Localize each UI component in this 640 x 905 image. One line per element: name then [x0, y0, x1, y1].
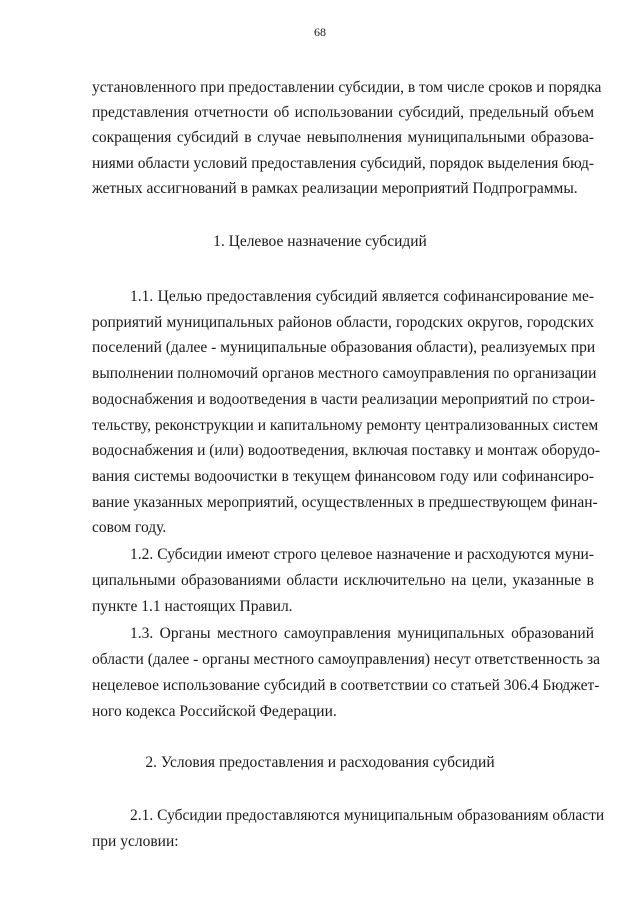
paragraph-line: тельству, реконструкции и капитальному ремонту централизованных систем: [92, 417, 599, 434]
paragraph-line: при условии:: [92, 833, 179, 850]
paragraph-line: нецелевое использование субсидий в соответствии со статьей 306.4 Бюджет-: [92, 677, 600, 694]
intro-line: ниями области условий предоставления субсидий, порядок выделения бюд-: [92, 155, 594, 172]
intro-line: сокращения субсидий в случае невыполнения муниципальными образова-: [92, 129, 594, 146]
paragraph-line: роприятий муниципальных районов области, городских округов, городских: [92, 314, 594, 331]
page-number: 68: [314, 25, 326, 39]
paragraph-line: 1.1. Целью предоставления субсидий является софинансирование ме-: [130, 288, 594, 305]
paragraph-line: пункте 1.1 настоящих Правил.: [92, 598, 293, 615]
paragraph-line: области (далее - органы местного самоуправления) несут ответственность за: [92, 651, 601, 668]
paragraph-line: вания системы водоочистки в текущем финансовом году или софинансиро-: [92, 468, 594, 485]
paragraph-line: совом году.: [92, 519, 167, 536]
intro-line: представления отчетности об использовании субсидий, предельный объем: [92, 104, 594, 121]
paragraph-line: водоснабжения и (или) водоотведения, включая поставку и монтаж оборудо-: [92, 442, 600, 459]
paragraph-line: поселений (далее - муниципальные образования области), реализуемых при: [92, 339, 596, 356]
paragraph-line: выполнении полномочий органов местного самоуправления по организации: [92, 365, 597, 382]
paragraph-line: 2.1. Субсидии предоставляются муниципальным образованиям области: [130, 807, 605, 824]
paragraph-line: 1.2. Субсидии имеют строго целевое назначение и расходуются муни-: [130, 546, 594, 563]
paragraph-line: вание указанных мероприятий, осуществленных в предшествующем финан-: [92, 494, 598, 511]
intro-line: жетных ассигнований в рамках реализации мероприятий Подпрограммы.: [92, 180, 578, 197]
section-heading: 2. Условия предоставления и расходования субсидий: [145, 754, 495, 771]
paragraph-line: ного кодекса Российской Федерации.: [92, 703, 337, 720]
paragraph-line: 1.3. Органы местного самоуправления муниципальных образований: [130, 625, 594, 642]
section-heading: 1. Целевое назначение субсидий: [213, 233, 427, 250]
paragraph-line: водоснабжения и водоотведения в части реализации мероприятий по строи-: [92, 391, 595, 408]
intro-line: установленного при предоставлении субсидии, в том числе сроков и порядка: [92, 79, 602, 96]
paragraph-line: ципальными образованиями области исключительно на цели, указанные в: [92, 572, 594, 589]
